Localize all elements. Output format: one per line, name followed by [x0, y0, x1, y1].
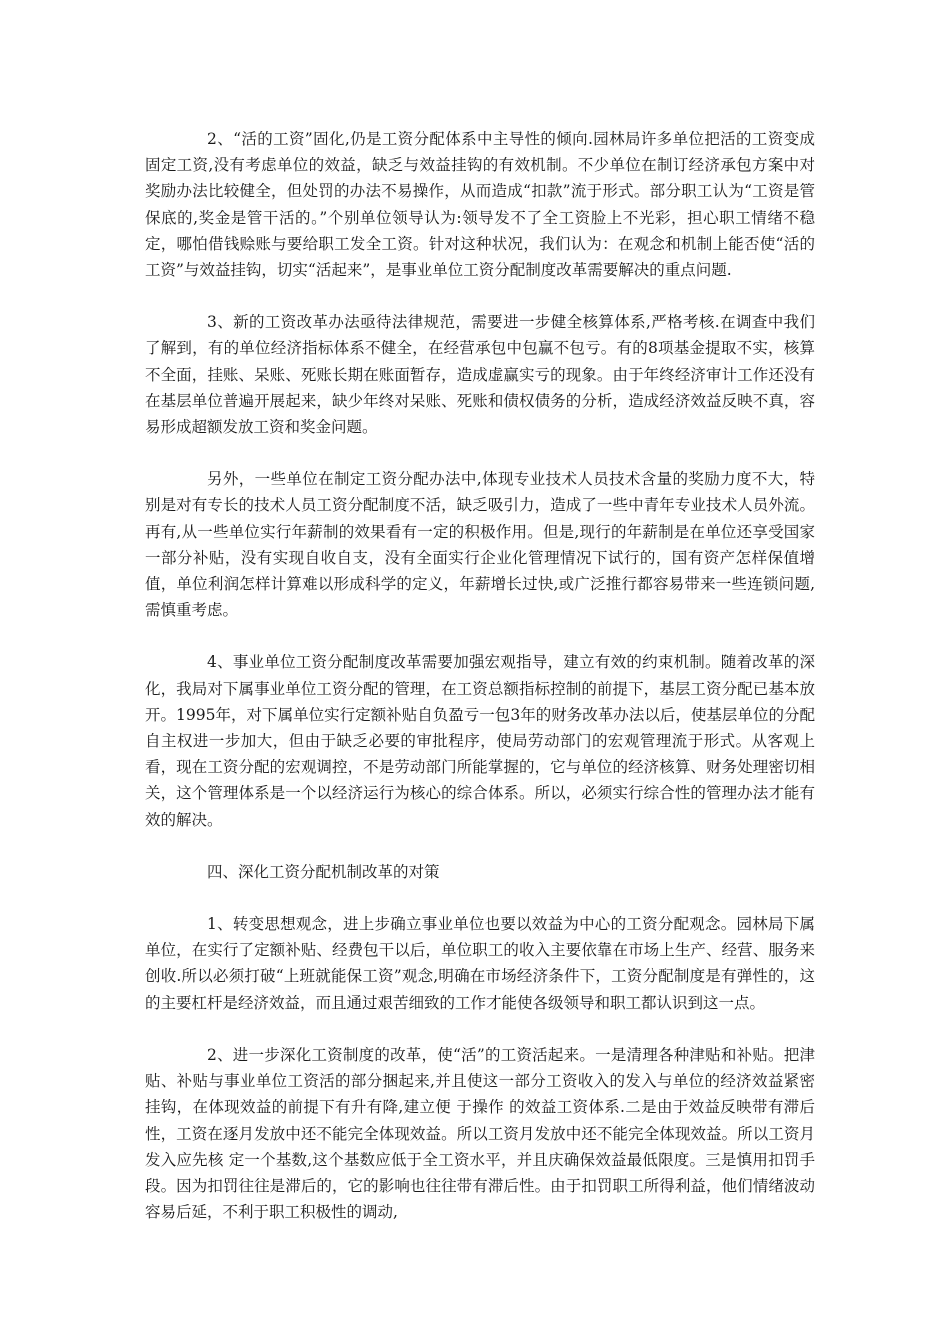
- paragraph-change-concepts: 1、转变思想观念，进上步确立事业单位也要以效益为中心的工资分配观念。园林局下属单位，在实行了定额补贴、经费包干以后，单位职工的收入主要依靠在市场上生产、经营、服务来创收.所以必须打破“上班就能保工资”观念,明确在市场经济条件下，工资分配制度是有弹性的，这的主要杠杆是经济效益，而且通过艰苦细致的工作才能使各级领导和职工都认识到这一点。: [145, 915, 815, 1012]
- paragraph-legal-standards: 3、新的工资改革办法亟待法律规范，需要进一步健全核算体系,严格考核.在调查中我们了解到，有的单位经济指标体系不健全，在经营承包中包赢不包亏。有的8项基金提取不实，核算不全面，挂账、呆账、死账长期在账面暂存，造成虚赢实亏的现象。由于年终经济审计工作还没有在基层单位普遍开展起来，缺少年终对呆账、死账和债权债务的分析，造成经济效益反映不真，容易形成超额发放工资和奖金问题。: [145, 313, 815, 437]
- paragraph-living-wage-fixed: 2、“活的工资”固化,仍是工资分配体系中主导性的倾向.园林局许多单位把活的工资变成固定工资,没有考虑单位的效益，缺乏与效益挂钩的有效机制。不少单位在制订经济承包方案中对奖励办法比较健全，但处罚的办法不易操作，从而造成“扣款”流于形式。部分职工认为“工资是管保底的,奖金是管干活的。”个别单位领导认为:领导发不了全工资脸上不光彩，担心职工情绪不稳定，哪怕借钱赊账与要给职工发全工资。针对这种状况，我们认为：在观念和机制上能否使“活的工资”与效益挂钩，切实“活起来”，是事业单位工资分配制度改革需要解决的重点问题.: [145, 130, 815, 280]
- paragraph-macro-guidance: 4、事业单位工资分配制度改革需要加强宏观指导，建立有效的约束机制。随着改革的深化，我局对下属事业单位工资分配的管理，在工资总额指标控制的前提下，基层工资分配已基本放开。1995年，对下属单位实行定额补贴自负盈亏一包3年的财务改革办法以后，使基层单位的分配自主权进一步加大，但由于缺乏必要的审批程序，使局劳动部门的宏观管理流于形式。从客观上看，现在工资分配的宏观调控，不是劳动部门所能掌握的，它与单位的经济核算、财务处理密切相关，这个管理体系是一个以经济运行为核心的综合体系。所以，必须实行综合性的管理办法才能有效的解决。: [145, 653, 815, 829]
- paragraph-additionally: 另外，一些单位在制定工资分配办法中,体现专业技术人员技术含量的奖励力度不大，特别是对有专长的技术人员工资分配制度不活，缺乏吸引力，造成了一些中青年专业技术人员外流。再有,从一些单位实行年薪制的效果看有一定的积极作用。但是,现行的年薪制是在单位还享受国家一部分补贴，没有实现自收自支，没有全面实行企业化管理情况下试行的，国有资产怎样保值增值，单位利润怎样计算难以形成科学的定义，年薪增长过快,或广泛推行都容易带来一些连锁问题,需慎重考虑。: [145, 470, 815, 620]
- section-heading: 四、深化工资分配机制改革的对策: [207, 862, 440, 881]
- paragraph-deepen-reform: 2、进一步深化工资制度的改革，使“活”的工资活起来。一是清理各种津贴和补贴。把津贴、补贴与事业单位工资活的部分捆起来,并且使这一部分工资收入的发入与单位的经济效益紧密挂钩，在体现效益的前提下有升有降,建立便 于操作 的效益工资体系.二是由于效益反映带有滞后性，工资在逐月发放中还不能完全体现效益。所以工资月发放中还不能完全体现效益。所以工资月发入应先核 定一个基数,这个基数应低于全工资水平，并且庆确保效益最低限度。三是慎用扣罚手段。因为扣罚往往是滞后的，它的影响也往往带有滞后性。由于扣罚职工所得利益，他们情绪波动容易后延，不利于职工积极性的调动,: [145, 1045, 815, 1222]
- document-body: [145, 126, 815, 1251]
